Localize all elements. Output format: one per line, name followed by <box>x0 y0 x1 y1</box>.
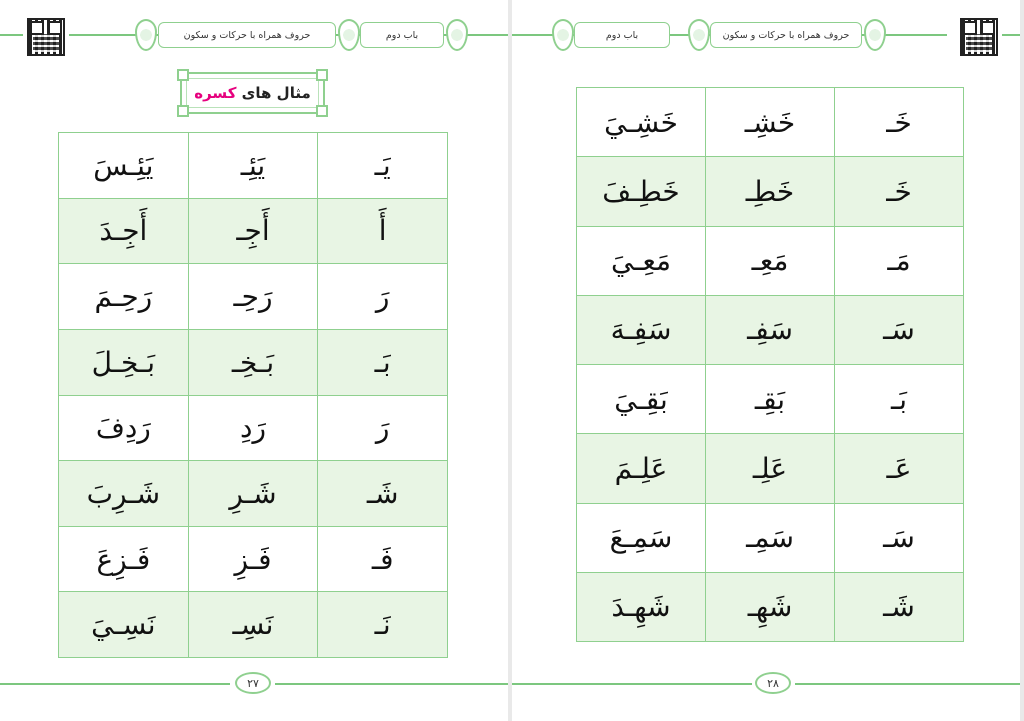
letter-cell <box>835 157 964 226</box>
section-title <box>180 72 325 114</box>
header-subject: حروف همراه با حرکات و سکون <box>710 22 862 48</box>
word-cell <box>577 572 706 641</box>
examples-table-left <box>58 132 448 658</box>
table-row <box>577 365 964 434</box>
syllable-cell <box>706 365 835 434</box>
word-cell <box>577 157 706 226</box>
ornament-icon <box>864 19 886 51</box>
cell-text: بَقِـ <box>754 382 786 416</box>
cell-text: عَـ <box>886 451 912 485</box>
ornament-icon <box>338 19 360 51</box>
footer-rule <box>512 683 752 685</box>
cell-text: أَ <box>378 214 387 248</box>
ornament-icon <box>135 19 157 51</box>
cell-text: بَـ <box>891 382 907 416</box>
syllable-cell <box>706 503 835 572</box>
letter-cell <box>318 592 448 658</box>
qr-code-icon <box>960 18 998 56</box>
cell-text: شَهِـ <box>747 590 793 624</box>
syllable-cell <box>188 329 318 395</box>
cell-text: رَحِـ <box>233 280 273 314</box>
letter-cell <box>318 264 448 330</box>
cell-text: شَـرِبَ <box>86 476 161 510</box>
cell-text: مَعِـ <box>751 244 789 278</box>
syllable-cell <box>188 395 318 461</box>
letter-cell <box>318 526 448 592</box>
word-cell <box>59 592 189 658</box>
cell-text: عَلِـمَ <box>614 451 668 485</box>
cell-text: شَـرِ <box>229 476 277 510</box>
word-cell <box>577 226 706 295</box>
ornament-icon <box>446 19 468 51</box>
cell-text: نَسِـ <box>232 608 274 642</box>
table-row <box>59 592 448 658</box>
cell-text: خَـ <box>886 174 912 208</box>
cell-text: بَـخِـ <box>231 345 275 379</box>
header-subject: حروف همراه با حرکات و سکون <box>158 22 336 48</box>
table-row <box>577 157 964 226</box>
word-cell <box>59 133 189 199</box>
table-row <box>59 329 448 395</box>
table-row <box>577 503 964 572</box>
cell-text: شَهِـدَ <box>611 590 671 624</box>
right-page <box>512 0 1020 721</box>
footer-rule <box>275 683 508 685</box>
table-row <box>59 264 448 330</box>
table-row <box>577 572 964 641</box>
examples-table-right <box>576 87 964 642</box>
cell-text: رَدِ <box>239 411 266 445</box>
letter-cell <box>835 572 964 641</box>
cell-text: فَـزِ <box>234 542 272 576</box>
footer-rule <box>0 683 230 685</box>
title-prefix: مثال های <box>241 84 311 102</box>
word-cell <box>577 503 706 572</box>
letter-cell <box>835 295 964 364</box>
letter-cell <box>318 133 448 199</box>
table-row <box>577 226 964 295</box>
cell-text: رَدِفَ <box>95 411 151 445</box>
cell-text: يَئِـ <box>240 148 266 182</box>
word-cell <box>59 329 189 395</box>
syllable-cell <box>706 226 835 295</box>
cell-text: أَجِـ <box>236 214 270 248</box>
syllable-cell <box>188 133 318 199</box>
ornament-icon <box>552 19 574 51</box>
cell-text: سَـ <box>883 521 915 555</box>
header-rule <box>1002 34 1020 36</box>
letter-cell <box>835 365 964 434</box>
syllable-cell <box>706 434 835 503</box>
letter-cell <box>318 461 448 527</box>
word-cell <box>59 264 189 330</box>
cell-text: نَسِـيَ <box>91 608 156 642</box>
letter-cell <box>318 329 448 395</box>
cell-text: نَـ <box>374 608 391 642</box>
cell-text: خَطِـفَ <box>602 174 680 208</box>
table-row <box>59 461 448 527</box>
cell-text: مَـ <box>887 244 911 278</box>
syllable-cell <box>188 592 318 658</box>
syllable-cell <box>706 157 835 226</box>
title-accent: کسره <box>194 84 237 102</box>
header-chapter: باب دوم <box>574 22 670 48</box>
syllable-cell <box>188 526 318 592</box>
cell-text: عَلِـ <box>752 451 788 485</box>
qr-code-icon <box>27 18 65 56</box>
letter-cell <box>835 434 964 503</box>
letter-cell <box>318 395 448 461</box>
cell-text: خَـ <box>886 105 912 139</box>
syllable-cell <box>706 572 835 641</box>
syllable-cell <box>706 295 835 364</box>
cell-text: يَئِـسَ <box>93 148 154 182</box>
cell-text: مَعِـيَ <box>610 244 672 278</box>
letter-cell <box>835 88 964 157</box>
table-row <box>577 295 964 364</box>
syllable-cell <box>188 198 318 264</box>
table-row <box>577 88 964 157</box>
word-cell <box>59 395 189 461</box>
cell-text: شَـ <box>366 476 399 510</box>
cell-text: سَـ <box>883 313 915 347</box>
table-row <box>59 526 448 592</box>
word-cell <box>577 88 706 157</box>
cell-text: رَحِـمَ <box>94 280 153 314</box>
cell-text: سَفِـ <box>747 313 793 347</box>
letter-cell <box>835 226 964 295</box>
table-row <box>59 133 448 199</box>
page-number: ۲۷ <box>235 672 271 694</box>
cell-text: خَشِـ <box>744 105 796 139</box>
header-chapter: باب دوم <box>360 22 444 48</box>
syllable-cell <box>188 461 318 527</box>
cell-text: فَـ <box>371 542 394 576</box>
letter-cell <box>835 503 964 572</box>
word-cell <box>577 365 706 434</box>
cell-text: رَ <box>375 280 390 314</box>
cell-text: خَطِـ <box>745 174 795 208</box>
table-row <box>577 434 964 503</box>
word-cell <box>59 198 189 264</box>
cell-text: بَـخِـلَ <box>91 345 156 379</box>
word-cell <box>59 461 189 527</box>
cell-text: سَمِـ <box>746 521 794 555</box>
syllable-cell <box>706 88 835 157</box>
cell-text: شَـ <box>883 590 915 624</box>
cell-text: خَشِـيَ <box>604 105 678 139</box>
letter-cell <box>318 198 448 264</box>
table-row <box>59 395 448 461</box>
cell-text: فَـزِعَ <box>96 542 151 576</box>
word-cell <box>577 434 706 503</box>
cell-text: بَقِـيَ <box>614 382 668 416</box>
header-rule <box>0 34 23 36</box>
cell-text: أَجِـدَ <box>99 214 148 248</box>
left-page <box>0 0 508 721</box>
cell-text: بَـ <box>374 345 391 379</box>
cell-text: سَمِـعَ <box>609 521 673 555</box>
cell-text: سَفِـهَ <box>610 313 672 347</box>
word-cell <box>577 295 706 364</box>
footer-rule <box>795 683 1020 685</box>
cell-text: رَ <box>375 411 390 445</box>
ornament-icon <box>688 19 710 51</box>
table-row <box>59 198 448 264</box>
syllable-cell <box>188 264 318 330</box>
cell-text: يَـ <box>374 148 391 182</box>
word-cell <box>59 526 189 592</box>
page-number: ۲۸ <box>755 672 791 694</box>
